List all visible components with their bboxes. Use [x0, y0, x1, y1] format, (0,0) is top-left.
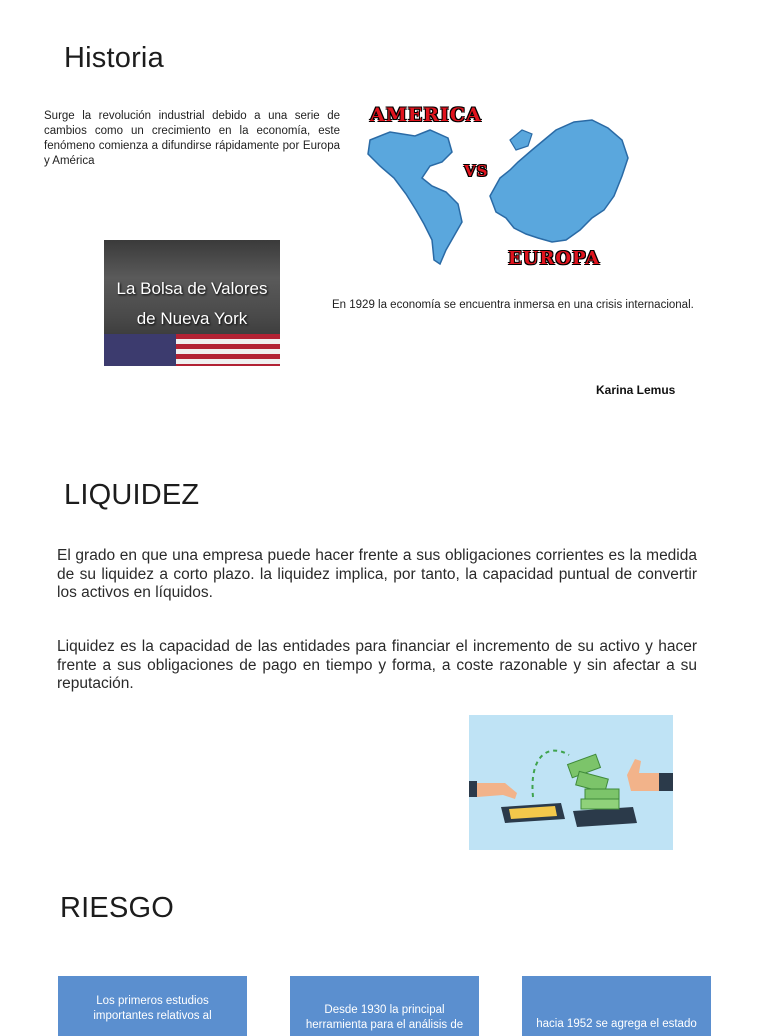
historia-paragraph-2: En 1929 la economía se encuentra inmersa en una crisis internacional.	[332, 299, 694, 311]
riesgo-box-1-text: Los primeros estudios importantes relativos al	[93, 995, 212, 1022]
riesgo-box-3-text: hacia 1952 se agrega el estado	[536, 1018, 697, 1030]
map-label-america: AMERICA	[370, 104, 482, 126]
us-flag-graphic	[104, 334, 280, 366]
author-name: Karina Lemus	[596, 383, 676, 397]
money-transfer-illustration	[469, 715, 673, 850]
map-label-vs: VS	[464, 162, 489, 180]
riesgo-box-2	[290, 976, 479, 1036]
nyse-image-line-2: de Nueva York	[136, 309, 248, 328]
money-transfer-image	[469, 715, 673, 850]
liquidez-paragraph-1: El grado en que una empresa puede hacer frente a sus obligaciones corrientes es la medida de su liquidez a corto plazo. la liquidez implica, por tanto, la capacidad puntual de convertir los activos en líquidos.	[57, 547, 697, 601]
riesgo-title: RIESGO	[60, 892, 174, 924]
liquidez-title: LIQUIDEZ	[64, 479, 200, 511]
bolsa-nueva-york-image	[104, 240, 280, 366]
map-label-europa: EUROPA	[508, 248, 601, 269]
riesgo-box-1	[58, 976, 247, 1036]
liquidez-paragraph-2: Liquidez es la capacidad de las entidades para financiar el incremento de su activo y hacer frente a sus obligaciones de pago en tiempo y forma, a coste razonable y sin afectar a su reputación.	[57, 638, 697, 692]
nyse-image-line-1: La Bolsa de Valores	[116, 279, 268, 298]
riesgo-box-2-text: Desde 1930 la principal herramienta para el análisis de	[305, 1004, 464, 1031]
america-vs-europa-image	[360, 100, 632, 276]
riesgo-box-3	[522, 976, 711, 1036]
historia-title: Historia	[64, 42, 164, 74]
historia-paragraph-1: Surge la revolución industrial debido a una serie de cambios como un crecimiento en la economía, este fenómeno comienza a difundirse rápidamente por Europa y América	[44, 110, 340, 167]
